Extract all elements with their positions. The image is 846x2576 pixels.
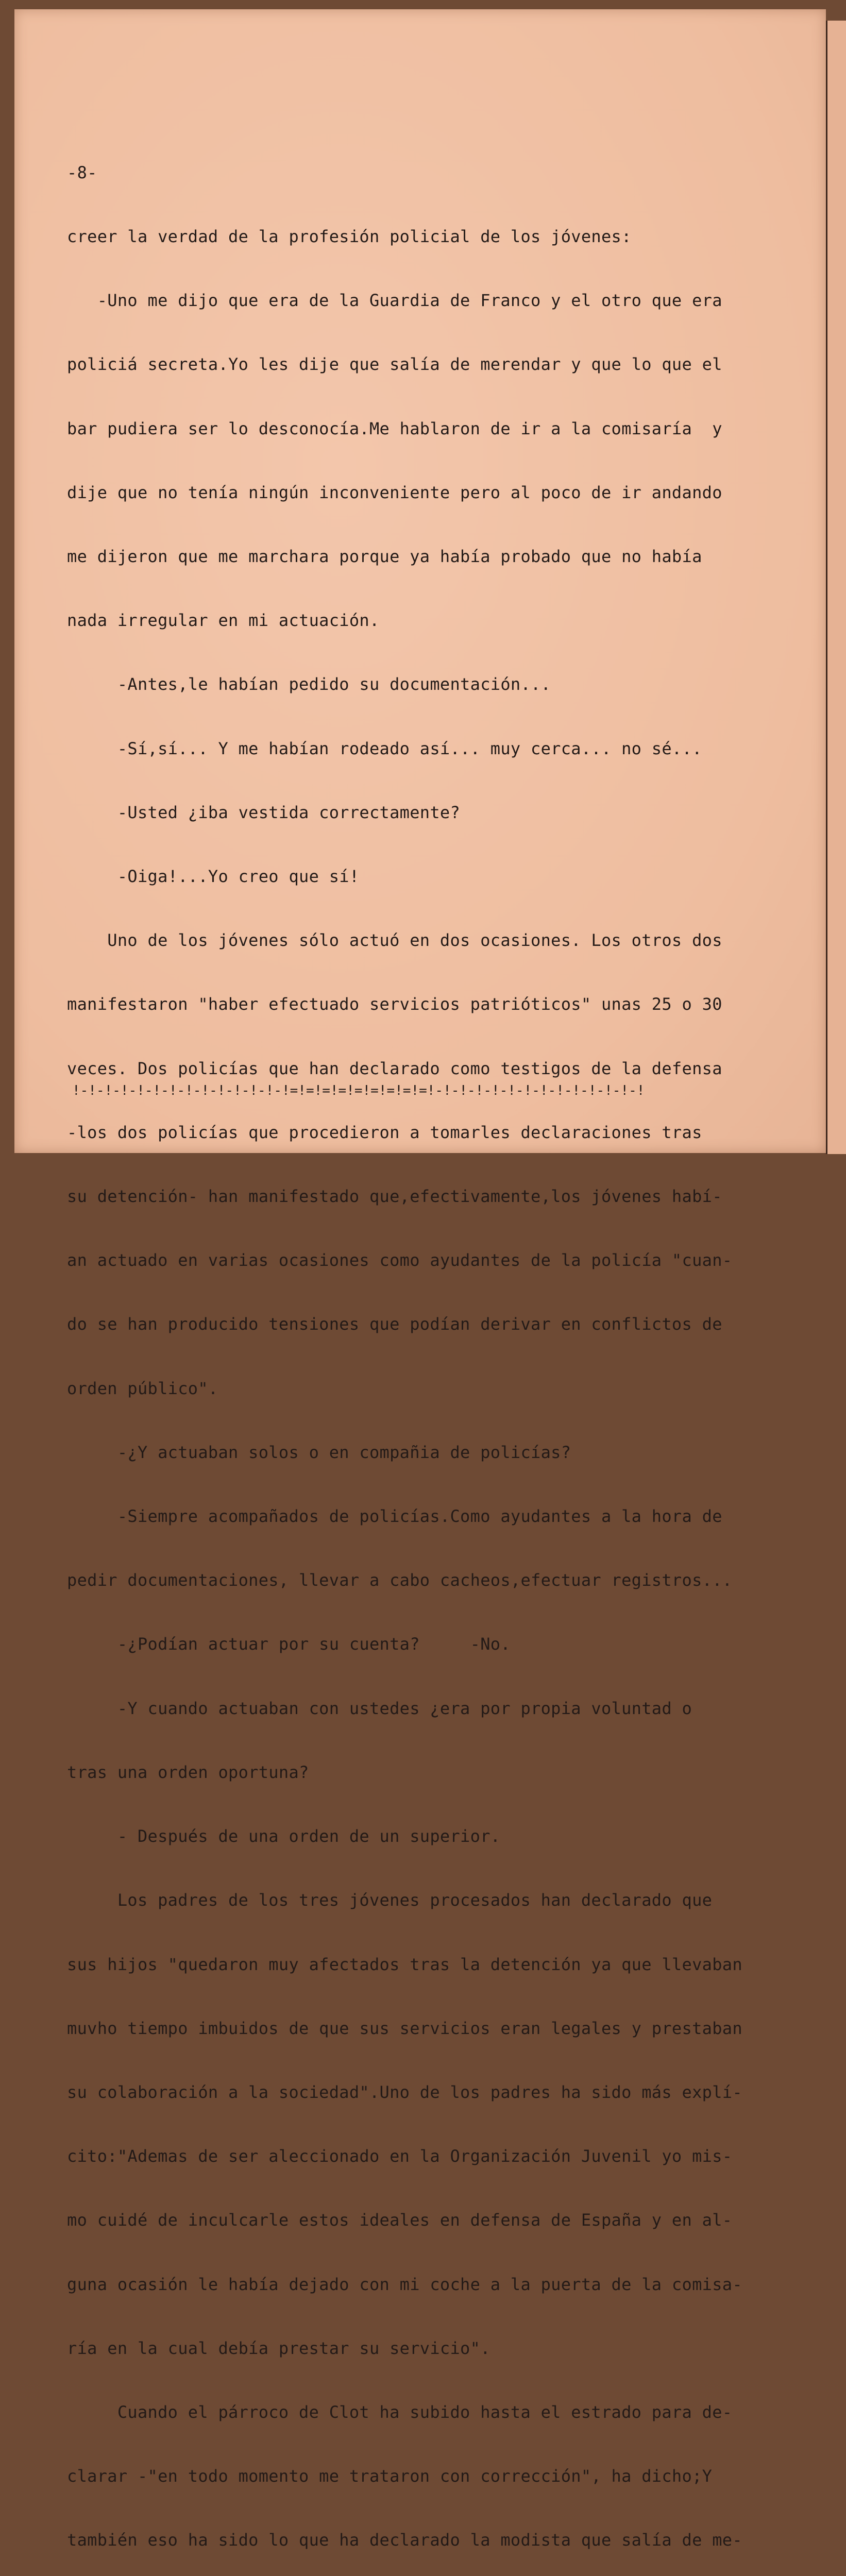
text-line: -Siempre acompañados de policías.Como ayudantes a la hora de xyxy=(67,1506,722,1527)
text-line: -Antes,le habían pedido su documentación... xyxy=(67,674,551,694)
text-line: -Sí,sí... Y me habían rodeado así... muy cerca... no sé... xyxy=(67,738,702,758)
text-line: -Oiga!...Yo creo que sí! xyxy=(67,867,360,887)
text-line: bar pudiera ser lo desconocía.Me hablaron de ir a la comisaría y xyxy=(67,418,722,438)
text-line: su colaboración a la sociedad".Uno de los padres ha sido más explí- xyxy=(67,2082,742,2102)
text-line: mo cuidé de inculcarle estos ideales en defensa de España y en al- xyxy=(67,2210,733,2230)
text-line: Los padres de los tres jóvenes procesados han declarado que xyxy=(67,1890,713,1910)
next-page-edge xyxy=(826,21,846,1154)
text-line: sus hijos "quedaron muy afectados tras la detención ya que llevaban xyxy=(67,1954,742,1974)
text-line: tras una orden oportuna? xyxy=(67,1762,309,1782)
text-line: me dijeron que me marchara porque ya había probado que no había xyxy=(67,547,702,567)
text-line: nada irregular en mi actuación. xyxy=(67,611,380,631)
page-number: -8- xyxy=(67,162,97,182)
text-line: dije que no tenía ningún inconveniente pero al poco de ir andando xyxy=(67,482,722,502)
text-line: -Usted ¿iba vestida correctamente? xyxy=(67,802,461,822)
text-line: ría en la cual debía prestar su servicio". xyxy=(67,2338,490,2358)
text-line: -los dos policías que procedieron a tomarles declaraciones tras xyxy=(67,1122,702,1142)
text-line: -Uno me dijo que era de la Guardia de Franco y el otro que era xyxy=(67,291,722,311)
text-line: orden público". xyxy=(67,1378,218,1398)
section-divider: !-!-!-!-!-!-!-!-!-!-!-!-!-!=!=!=!=!=!=!=!=!=!-!-!-!-!-!-!-!-!-!-!-!-!-! xyxy=(72,1083,645,1098)
text-line: an actuado en varias ocasiones como ayudantes de la policía "cuan- xyxy=(67,1250,733,1270)
text-line: manifestaron "haber efectuado servicios patrióticos" unas 25 o 30 xyxy=(67,994,722,1014)
text-line: Uno de los jóvenes sólo actuó en dos ocasiones. Los otros dos xyxy=(67,930,722,951)
document-body xyxy=(67,120,809,2576)
text-line: cito:"Ademas de ser aleccionado en la Organización Juvenil yo mis- xyxy=(67,2146,733,2166)
text-line: también eso ha sido lo que ha declarado la modista que salía de me- xyxy=(67,2530,742,2550)
text-line: -Y cuando actuaban con ustedes ¿era por propia voluntad o xyxy=(67,1698,692,1718)
text-line: -¿Y actuaban solos o en compañia de policías? xyxy=(67,1442,571,1462)
text-line: guna ocasión le había dejado con mi coche a la puerta de la comisa- xyxy=(67,2274,742,2294)
text-line: veces. Dos policías que han declarado como testigos de la defensa xyxy=(67,1058,722,1078)
text-line: Cuando el párroco de Clot ha subido hasta el estrado para de- xyxy=(67,2402,733,2422)
text-line: -¿Podían actuar por su cuenta? -No. xyxy=(67,1634,511,1654)
text-line: clarar -"en todo momento me trataron con corrección", ha dicho;Y xyxy=(67,2466,713,2486)
text-line: muvho tiempo imbuidos de que sus servicios eran legales y prestaban xyxy=(67,2018,742,2038)
text-line: - Después de una orden de un superior. xyxy=(67,1826,501,1846)
text-line: pedir documentaciones, llevar a cabo cacheos,efectuar registros... xyxy=(67,1570,733,1590)
text-line: creer la verdad de la profesión policial de los jóvenes: xyxy=(67,227,632,247)
text-line: do se han producido tensiones que podían derivar en conflictos de xyxy=(67,1314,722,1334)
text-line: policiá secreta.Yo les dije que salía de merendar y que lo que el xyxy=(67,354,722,375)
text-line: su detención- han manifestado que,efectivamente,los jóvenes habí- xyxy=(67,1187,722,1207)
